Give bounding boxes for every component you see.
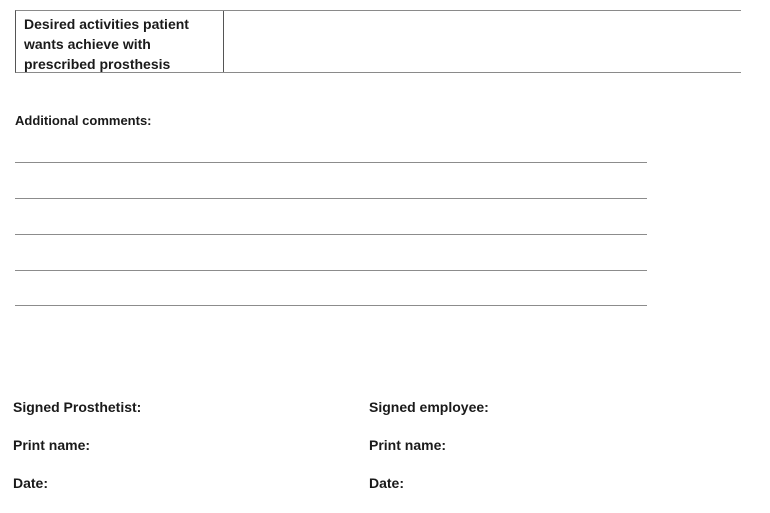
- desired-activities-label-line-1: Desired activities patient: [24, 16, 189, 32]
- additional-comments-label: Additional comments:: [15, 113, 152, 128]
- employee-print-name-label: Print name:: [369, 437, 447, 453]
- desired-activities-label-line-2: wants achieve with: [24, 36, 151, 52]
- comment-line-3[interactable]: [15, 234, 647, 235]
- desired-activities-row: [15, 10, 741, 73]
- desired-activities-label: [16, 11, 224, 72]
- comment-line-4[interactable]: [15, 270, 647, 271]
- prosthetist-date-label: Date:: [13, 475, 49, 491]
- comment-line-2[interactable]: [15, 198, 647, 199]
- prosthetist-print-name-label: Print name:: [13, 437, 91, 453]
- employee-date-label: Date:: [369, 475, 405, 491]
- signed-prosthetist-label: Signed Prosthetist:: [13, 399, 142, 415]
- comment-line-5[interactable]: [15, 305, 647, 306]
- desired-activities-label-line-3: prescribed prosthesis: [24, 56, 171, 72]
- desired-activities-value-cell[interactable]: [224, 11, 741, 72]
- comment-line-1[interactable]: [15, 162, 647, 163]
- signed-employee-label: Signed employee:: [369, 399, 489, 415]
